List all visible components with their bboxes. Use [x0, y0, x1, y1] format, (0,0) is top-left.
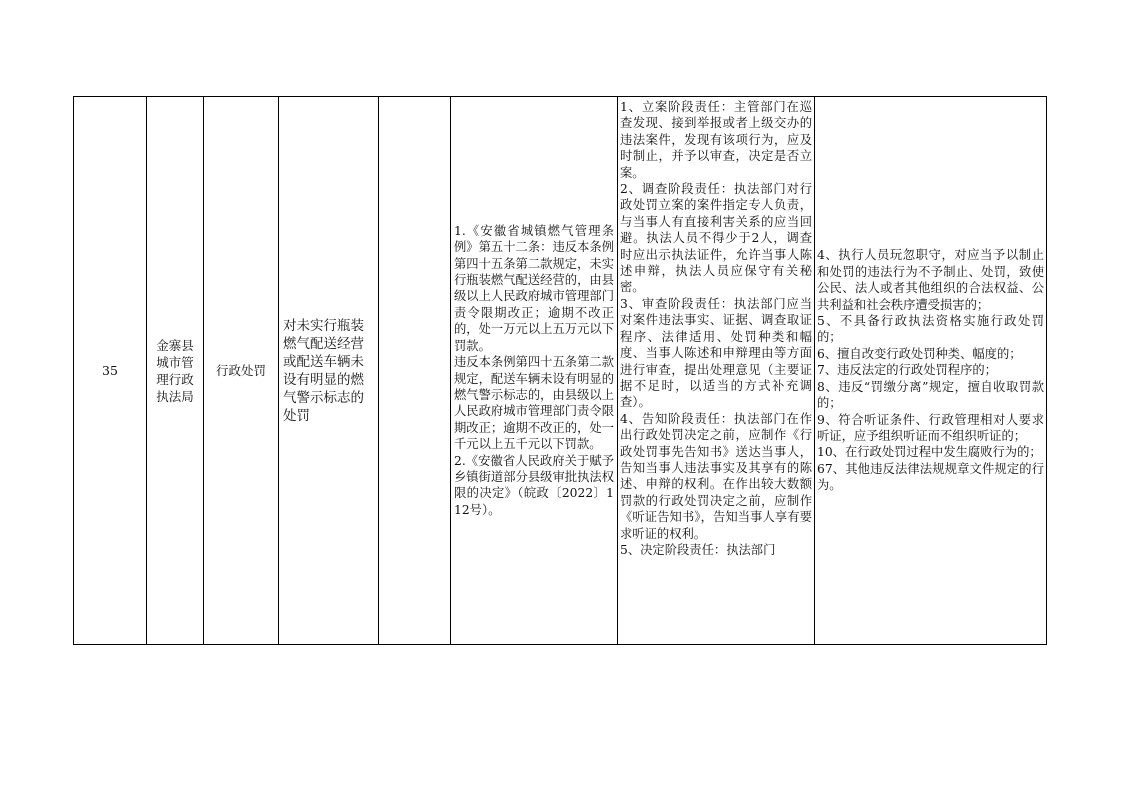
power-item-name: 对未实行瓶装燃气配送经营或配送车辆未设有明显的燃气警示标志的处罚 [283, 317, 364, 424]
responsibility-cell [618, 97, 815, 645]
department-name: 金寨县城市管理行政执法局 [156, 337, 194, 404]
item-number: 35 [102, 363, 118, 378]
department-cell [147, 97, 204, 645]
sub-item-cell [379, 97, 451, 645]
item-number-cell [74, 97, 147, 645]
item-name-cell [279, 97, 379, 645]
legal-basis-text: 1.《安徽省城镇燃气管理条例》第五十二条：违反本条例第四十五条第二款规定，未实行瓶装燃气配送经营的，由县级以上人民政府城市管理部门责令限期改正；逾期不改正的，处一万元以上五万元以下罚款。 违反本条例第四十五条第二款规定，配送车辆未设有明显的燃气警示标志的，由县级以上人民政府城市管理部门责令限期改正；逾期不改正的，处一千元以上五千元以下罚款。 2.《安徽省人民政府关于赋予乡镇街道部分县级审批执法权限的决定》（皖政〔2022〕112号）。 [454, 223, 614, 517]
table-row [74, 97, 1047, 645]
category-cell [204, 97, 279, 645]
responsibility-text: 1、立案阶段责任：主管部门在巡查发现、接到举报或者上级交办的违法案件，发现有该项行为，应及时制止，并予以审查，决定是否立案。 2、调查阶段责任：执法部门对行政处罚立案的案件指定专人负责，与当事人有直接利害关系的应当回避。执法人员不得少于2人，调查时应出示执法证件，允许当事人陈述申辩，执法人员应保守有关秘密。 3、审查阶段责任：执法部门应当对案件违法事实、证据、调查取证程序、法律适用、处罚种类和幅度、当事人陈述和申辩理由等方面进行审查，提出处理意见（主要证据不足时，以适当的方式补充调查）。 4、告知阶段责任：执法部门在作出行政处罚决定之前，应制作《行政处罚事先告知书》送达当事人，告知当事人违法事实及其享有的陈述、申辩的权利。在作出较大数额罚款的行政处罚决定之前，应制作《听证告知书》，告知当事人享有要求听证的权利。 5、决定阶段责任：执法部门 [620, 100, 812, 557]
accountability-cell [815, 97, 1047, 645]
power-category: 行政处罚 [215, 363, 266, 378]
legal-basis-cell [451, 97, 618, 645]
enforcement-item-table [73, 96, 1047, 645]
accountability-text: 4、执行人员玩忽职守，对应当予以制止和处罚的违法行为不予制止、处罚，致使公民、法人或者其他组织的合法权益、公共利益和社会秩序遭受损害的； 5、不具备行政执法资格实施行政处罚的； 6、擅自改变行政处罚种类、幅度的； 7、违反法定的行政处罚程序的； 8、违反“罚缴分离”规定，擅自收取罚款的； 9、符合听证条件、行政管理相对人要求听证，应予组织听证而不组织听证的； 10、在行政处罚过程中发生腐败行为的； 67、其他违反法律法规规章文件规定的行为。 [817, 248, 1044, 493]
